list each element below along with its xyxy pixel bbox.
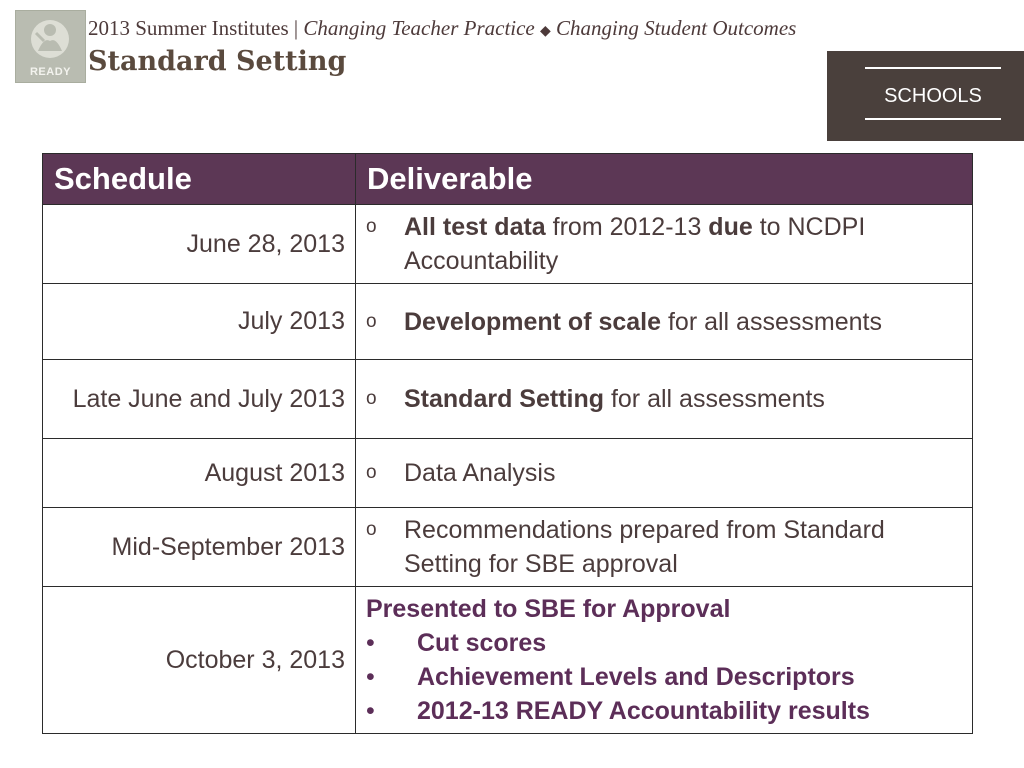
circle-bullet-icon: o: [366, 216, 377, 237]
logo-text: READY: [29, 66, 71, 78]
approval-item-text: Achievement Levels and Descriptors: [417, 663, 855, 691]
approval-list-item: [366, 694, 962, 728]
deliverable-bold-text: Standard Setting: [404, 385, 605, 413]
tagline-teacher: Changing Teacher Practice: [303, 16, 535, 40]
table-row: [43, 439, 973, 508]
table-row: [43, 360, 973, 439]
schools-rule-top: [865, 67, 1001, 69]
table-row: [43, 587, 973, 734]
approval-heading: Presented to SBE for Approval: [366, 595, 731, 623]
schedule-cell: July 2013: [43, 284, 356, 360]
deliverable-plain-text: to NCDPI Accountability: [404, 213, 866, 275]
deliverable-plain-text: for all assessments: [661, 307, 882, 336]
deliverable-text: [404, 210, 962, 278]
bullet-icon: •: [366, 663, 375, 691]
deliverable-cell: [356, 439, 973, 508]
deliverable-text: Data Analysis: [404, 459, 556, 487]
deliverable-cell: [356, 205, 973, 284]
schools-label: SCHOOLS: [884, 85, 982, 107]
deliverable-text: [404, 305, 962, 339]
deliverable-plain-text: for all assessments: [604, 385, 825, 413]
approval-list-item: [366, 660, 962, 694]
deliverable-column-header: Deliverable: [356, 154, 973, 205]
header-separator: |: [293, 16, 299, 40]
deliverable-bold-text: Development of scale: [404, 307, 662, 336]
schedule-table: [42, 153, 973, 734]
tagline-student: Changing Student Outcomes: [556, 16, 797, 40]
schedule-cell: August 2013: [43, 439, 356, 508]
schools-section-box: [827, 51, 1024, 141]
circle-bullet-icon: o: [366, 519, 377, 540]
deliverable-cell: [356, 360, 973, 439]
header-line: [88, 16, 796, 41]
table-header-row: [43, 154, 973, 205]
event-name: 2013 Summer Institutes: [88, 16, 289, 40]
deliverable-text: [404, 382, 962, 416]
table-row: [43, 508, 973, 587]
bullet-icon: •: [366, 629, 375, 657]
circle-bullet-icon: o: [366, 462, 377, 483]
deliverable-cell: [356, 587, 973, 734]
deliverable-cell: [356, 284, 973, 360]
deliverable-text: Recommendations prepared from Standard Setting for SBE approval: [404, 516, 885, 578]
schedule-cell: Mid-September 2013: [43, 508, 356, 587]
schedule-column-header: Schedule: [43, 154, 356, 205]
approval-item-text: Cut scores: [417, 629, 547, 657]
deliverable-plain-text: from 2012-13: [545, 213, 709, 241]
schedule-cell: Late June and July 2013: [43, 360, 356, 439]
diamond-icon: ◆: [540, 24, 551, 39]
table-row: [43, 205, 973, 284]
circle-bullet-icon: o: [366, 388, 377, 409]
schedule-cell: October 3, 2013: [43, 587, 356, 734]
schools-rule-bottom: [865, 118, 1001, 120]
schedule-cell: June 28, 2013: [43, 205, 356, 284]
bullet-icon: •: [366, 697, 375, 725]
ready-logo: [15, 10, 86, 83]
circle-bullet-icon: o: [366, 310, 377, 332]
approval-list-item: [366, 626, 962, 660]
table-row: [43, 284, 973, 360]
deliverable-cell: [356, 508, 973, 587]
page-title: Standard Setting: [88, 46, 347, 77]
deliverable-bold-text: All test data: [404, 213, 546, 241]
deliverable-bold-text: due: [708, 213, 753, 241]
approval-item-text: 2012-13 READY Accountability results: [417, 697, 870, 725]
